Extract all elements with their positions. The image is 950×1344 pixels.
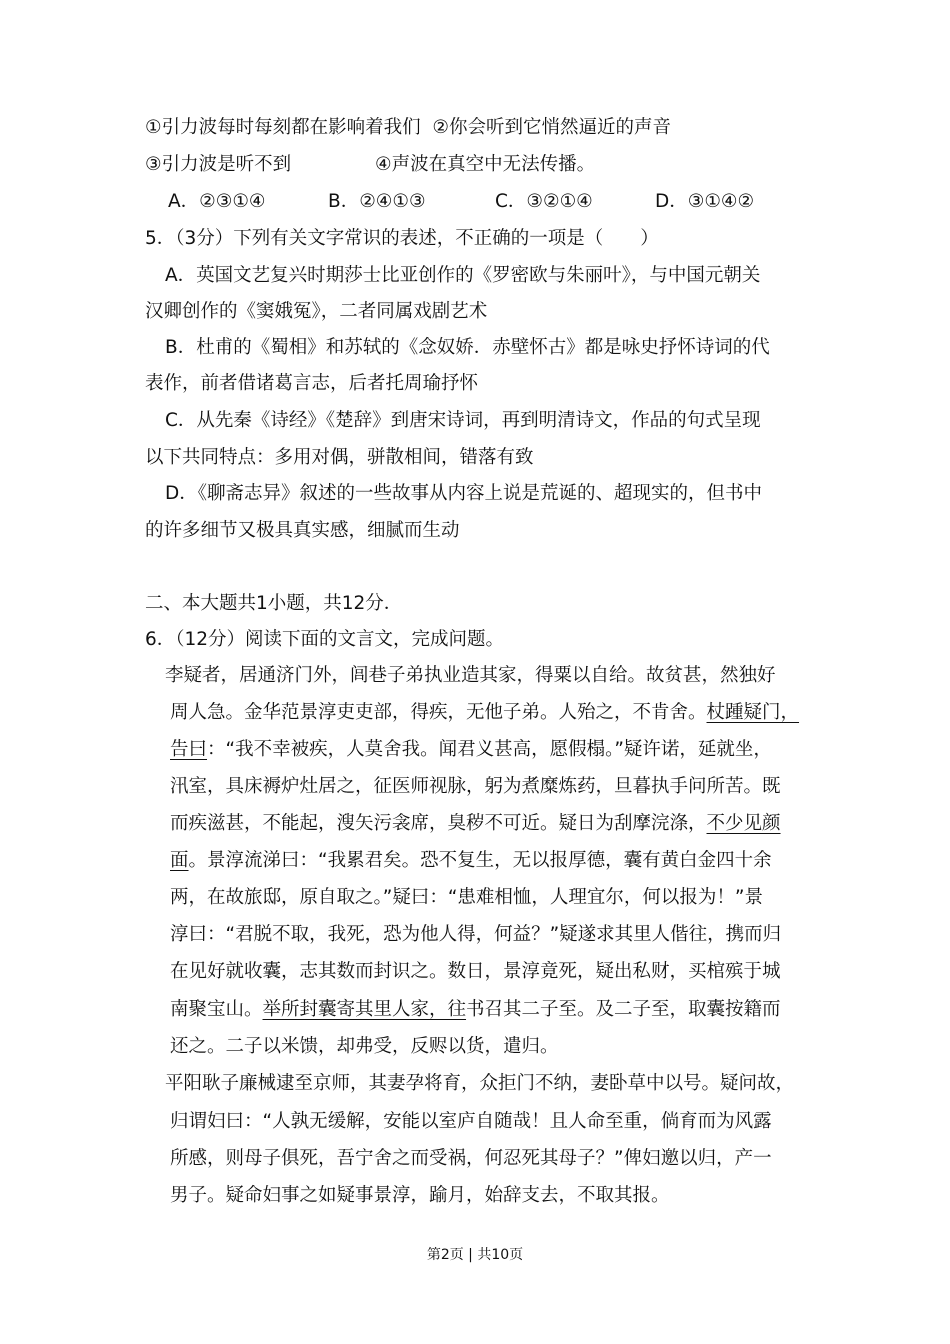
question-stem: 6．（12分）阅读下面的文言文，完成问题。 (145, 629, 505, 650)
underlined-text: 不少见颜 (706, 813, 781, 834)
passage-line: 男子。疑命妇事之如疑事景淳，踰月，始辞支去，不取其报。 (170, 1185, 670, 1206)
statement-line (145, 116, 671, 140)
passage-line (170, 849, 772, 873)
choice-a-line: A．英国文艺复兴时期莎士比亚创作的《罗密欧与朱丽叶》，与中国元朝关 (165, 265, 761, 286)
passage-line: 李疑者，居通济门外，闾巷子弟执业造其家，得粟以自给。故贫甚，然独好 (165, 665, 776, 686)
passage-line: 归谓妇曰：“人孰无缓解，安能以室庐自随哉！且人命至重，倘育而为风露 (170, 1111, 772, 1132)
passage-line: 所感，则母子俱死，吾宁舍之而受祸，何忍死其母子？”俾妇邀以归，产一 (170, 1148, 772, 1169)
passage-line: 两，在故旅邸，原自取之。”疑曰：“患难相恤，人理宜尔，何以报为！”景 (170, 887, 764, 908)
underlined-text: 举所封囊寄其里人家，往 (262, 999, 467, 1020)
text: 。景淳流涕曰：“我累君矣。恐不复生，无以报厚德，囊有黄白金四十余 (188, 850, 772, 871)
passage-line: 在见好就收囊，志其数而封识之。数日，景淳竟死，疑出私财，买棺殡于城 (170, 961, 781, 982)
passage-line (170, 998, 781, 1022)
passage-line: 还之。二子以米馈，却弗受，反赆以货，遣归。 (170, 1036, 559, 1057)
statement-1: ①引力波每时每刻都在影响着我们 (145, 117, 421, 138)
page-footer: 第2页 | 共10页 (426, 1247, 524, 1263)
section-heading: 二、本大题共1小题，共12分． (145, 593, 403, 614)
statement-2: ②你会听到它悄然逼近的声音 (432, 117, 671, 138)
underlined-text: 面 (170, 850, 189, 871)
passage-line (170, 701, 799, 725)
choice-c-line: C．从先秦《诗经》《楚辞》到唐宋诗词，再到明清诗文，作品的句式呈现 (165, 410, 761, 431)
passage-line (170, 812, 781, 836)
statement-3: ③引力波是听不到 (145, 154, 292, 175)
passage-line: 汛室，具床褥炉灶居之，征医师视脉，躬为煮糜炼药，旦暮执手问所苦。既 (170, 776, 781, 797)
option-a: A．②③①④ (168, 191, 266, 212)
choice-d-line: 的许多细节又极具真实感，细腻而生动 (145, 520, 460, 541)
choice-b-line: B．杜甫的《蜀相》和苏轼的《念奴娇．赤壁怀古》都是咏史抒怀诗词的代 (165, 337, 770, 358)
choice-d-line: D．《聊斋志异》叙述的一些故事从内容上说是荒诞的、超现实的，但书中 (165, 483, 762, 504)
option-c: C．③②①④ (495, 191, 593, 212)
option-b: B．②④①③ (328, 191, 426, 212)
statement-4: ④声波在真空中无法传播。 (375, 154, 596, 175)
text: 南聚宝山。 (170, 999, 263, 1020)
text: 书召其二子至。及二子至，取囊按籍而 (466, 999, 781, 1020)
choice-c-line: 以下共同特点：多用对偶，骈散相间，错落有致 (145, 447, 534, 468)
question-stem: 5．（3分）下列有关文字常识的表述，不正确的一项是（ ） (145, 228, 659, 249)
passage-line: 淳曰：“君脱不取，我死，恐为他人得，何益？”疑遂求其里人偕往，携而归 (170, 924, 782, 945)
text: 周人急。金华范景淳吏吏部，得疾，无他子弟。人殆之，不肯舍。 (170, 702, 707, 723)
text: ：“我不幸被疾，人莫舍我。闻君义甚高，愿假榻。”疑许诺，延就坐， (207, 739, 772, 760)
passage-line: 平阳耿子廉械逮至京师，其妻孕将育，众拒门不纳，妻卧草中以号。疑问故， (165, 1073, 795, 1094)
underlined-text: 杖踵疑门， (706, 702, 800, 723)
passage-line (170, 738, 772, 762)
choice-b-line: 表作，前者借诸葛言志，后者托周瑜抒怀 (145, 373, 479, 394)
text: 而疾滋甚，不能起，溲矢污衾席，臭秽不可近。疑日为刮摩浣涤， (170, 813, 707, 834)
underlined-text: 告曰 (170, 739, 208, 760)
option-d: D．③①④② (655, 191, 755, 212)
choice-a-line: 汉卿创作的《窦娥冤》，二者同属戏剧艺术 (145, 301, 488, 322)
